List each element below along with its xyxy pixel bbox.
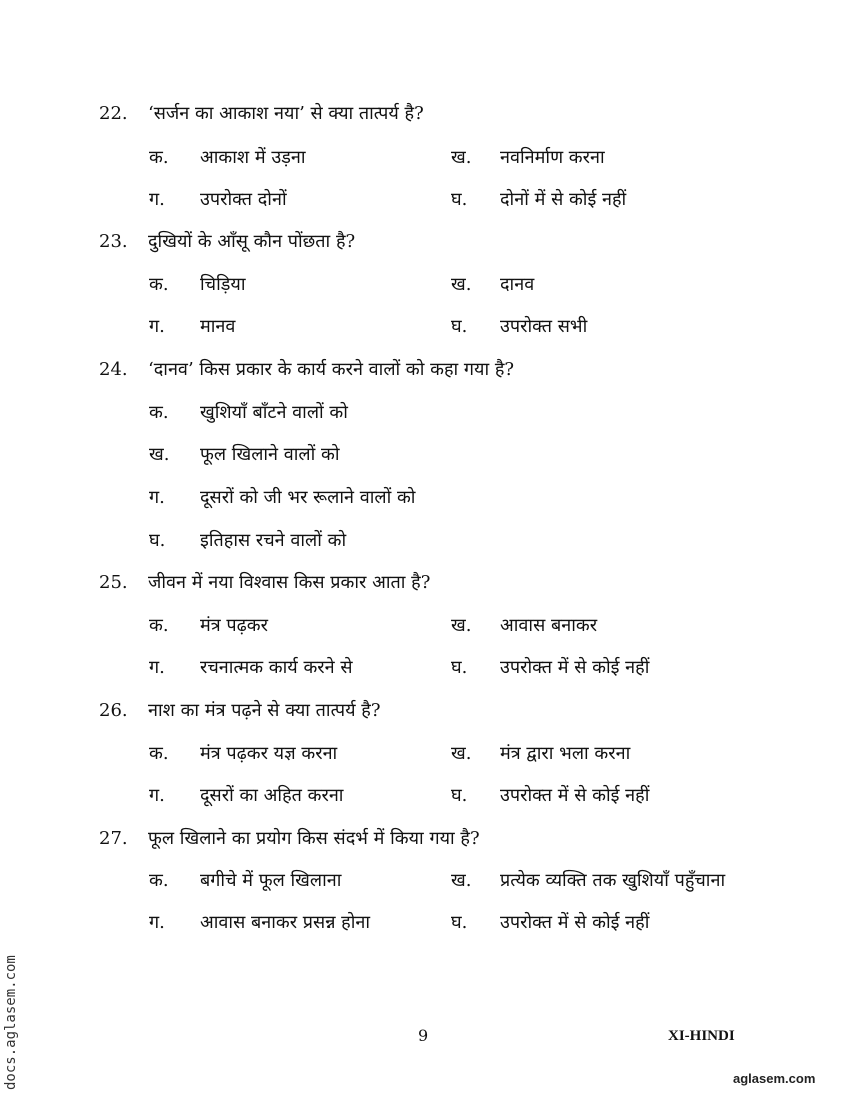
page-number: 9 [418, 1026, 429, 1045]
option-text: उपरोक्त में से कोई नहीं [500, 785, 650, 806]
option-letter: क. [149, 743, 169, 764]
option-letter: ख. [451, 147, 472, 168]
option-text: मानव [200, 316, 236, 337]
option-letter: घ. [451, 912, 468, 933]
option-letter: क. [149, 615, 169, 636]
option-text: रचनात्मक कार्य करने से [200, 657, 353, 678]
question-text: ‘सर्जन का आकाश नया’ से क्या तात्पर्य है? [148, 103, 424, 124]
question-number: 22. [99, 103, 128, 124]
option-letter: ख. [451, 274, 472, 295]
option-letter: ग. [149, 487, 165, 508]
option-text: बगीचे में फूल खिलाना [200, 870, 342, 891]
brand-watermark: aglasem.com [733, 1071, 816, 1086]
option-text: उपरोक्त सभी [500, 316, 588, 337]
option-text: मंत्र द्वारा भला करना [500, 743, 631, 764]
option-text: आवास बनाकर प्रसन्न होना [200, 912, 371, 933]
option-text: दोनों में से कोई नहीं [500, 189, 627, 210]
option-text: नवनिर्माण करना [500, 147, 605, 168]
option-text: दूसरों का अहित करना [200, 785, 344, 806]
option-text: मंत्र पढ़कर [200, 615, 268, 636]
subject-code: XI-HINDI [668, 1028, 735, 1044]
question-text: नाश का मंत्र पढ़ने से क्या तात्पर्य है? [148, 700, 381, 721]
option-letter: ग. [149, 785, 165, 806]
side-url-watermark: docs.aglasem.com [3, 955, 19, 1090]
option-letter: क. [149, 147, 169, 168]
option-text: आकाश में उड़ना [200, 147, 306, 168]
option-letter: क. [149, 402, 169, 423]
option-letter: ख. [451, 743, 472, 764]
option-letter: ग. [149, 657, 165, 678]
option-letter: घ. [451, 316, 468, 337]
option-letter: ग. [149, 912, 165, 933]
option-letter: ख. [451, 615, 472, 636]
option-text: चिड़िया [200, 274, 246, 295]
option-text: दानव [500, 274, 535, 295]
option-text: प्रत्येक व्यक्ति तक खुशियाँ पहुँचाना [500, 870, 726, 891]
question-text: जीवन में नया विश्वास किस प्रकार आता है? [148, 572, 431, 593]
option-letter: ग. [149, 316, 165, 337]
question-number: 26. [99, 700, 128, 721]
option-text: उपरोक्त में से कोई नहीं [500, 912, 650, 933]
question-number: 24. [99, 359, 128, 380]
option-letter: क. [149, 870, 169, 891]
option-letter: क. [149, 274, 169, 295]
question-number: 25. [99, 572, 128, 593]
question-text: फूल खिलाने का प्रयोग किस संदर्भ में किया गया है? [148, 828, 480, 849]
question-number: 27. [99, 828, 128, 849]
option-letter: घ. [451, 657, 468, 678]
option-text: आवास बनाकर [500, 615, 598, 636]
option-text: उपरोक्त दोनों [200, 189, 287, 210]
option-text: उपरोक्त में से कोई नहीं [500, 657, 650, 678]
option-letter: घ. [149, 530, 166, 551]
question-text: दुखियों के आँसू कौन पोंछता है? [148, 231, 356, 252]
option-letter: घ. [451, 189, 468, 210]
option-text: मंत्र पढ़कर यज्ञ करना [200, 743, 338, 764]
option-text: दूसरों को जी भर रूलाने वालों को [200, 487, 416, 508]
option-letter: ग. [149, 189, 165, 210]
option-text: फूल खिलाने वालों को [200, 444, 340, 465]
question-number: 23. [99, 231, 128, 252]
option-letter: ख. [451, 870, 472, 891]
option-letter: घ. [451, 785, 468, 806]
question-text: ‘दानव’ किस प्रकार के कार्य करने वालों को कहा गया है? [148, 359, 515, 380]
option-letter: ख. [149, 444, 170, 465]
option-text: इतिहास रचने वालों को [200, 530, 347, 551]
option-text: खुशियाँ बाँटने वालों को [200, 402, 348, 423]
